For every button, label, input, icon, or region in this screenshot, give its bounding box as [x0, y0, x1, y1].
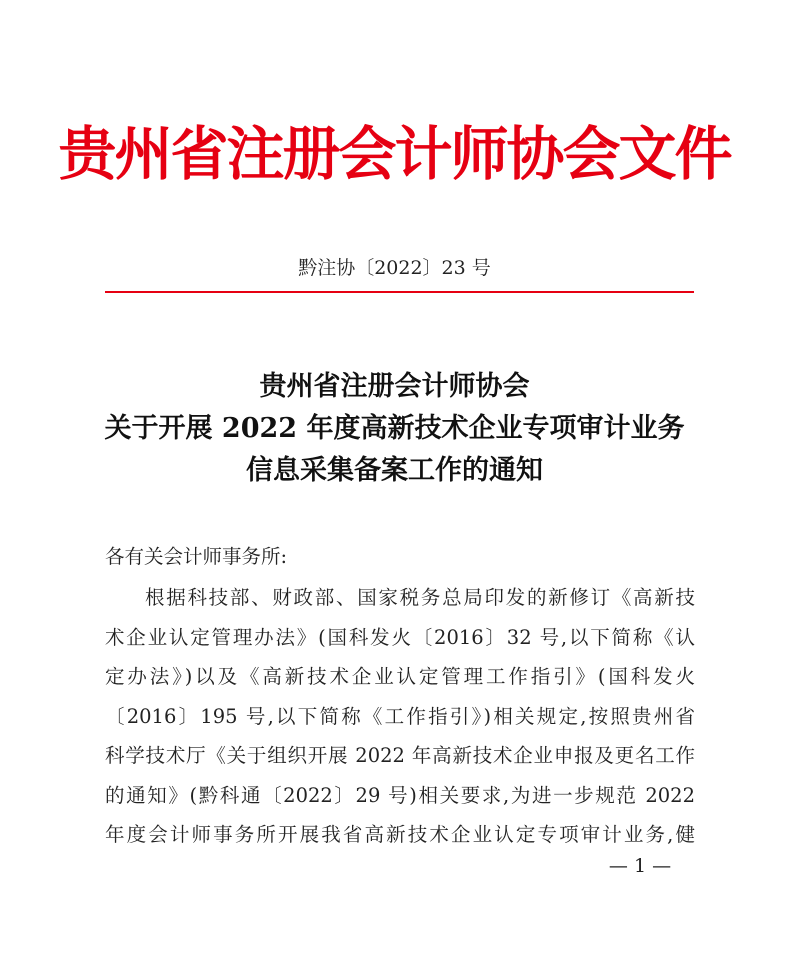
- paragraph-line: 术企业认定管理办法》(国科发火〔2016〕32 号,以下简称《认: [105, 625, 695, 649]
- notice-title: [0, 366, 789, 492]
- salutation: 各有关会计师事务所:: [105, 545, 288, 568]
- notice-title-line: 贵州省注册会计师协会: [259, 371, 530, 402]
- header-red-divider: [105, 291, 694, 293]
- paragraph-line: 科学技术厅《关于组织开展 2022 年高新技术企业申报及更名工作: [105, 744, 695, 767]
- page-number: — 1 —: [608, 855, 672, 877]
- paragraph-line: 定办法》)以及《高新技术企业认定管理工作指引》(国科发火: [105, 665, 695, 688]
- document-header-title: 贵州省注册会计师协会文件: [58, 120, 731, 188]
- paragraph-line: 的通知》(黔科通〔2022〕29 号)相关要求,为进一步规范 2022: [105, 783, 695, 807]
- paragraph-line: 〔2016〕195 号,以下简称《工作指引》)相关规定,按照贵州省: [105, 704, 695, 728]
- notice-title-line: 信息采集备案工作的通知: [246, 455, 543, 486]
- paragraph-line: 根据科技部、财政部、国家税务总局印发的新修订《高新技: [145, 586, 695, 609]
- document-number: 黔注协〔2022〕23 号: [298, 257, 491, 279]
- notice-title-line: 关于开展 2022 年度高新技术企业专项审计业务: [104, 413, 685, 444]
- body-paragraph: [105, 578, 695, 855]
- paragraph-line: 年度会计师事务所开展我省高新技术企业认定专项审计业务,健: [105, 823, 695, 846]
